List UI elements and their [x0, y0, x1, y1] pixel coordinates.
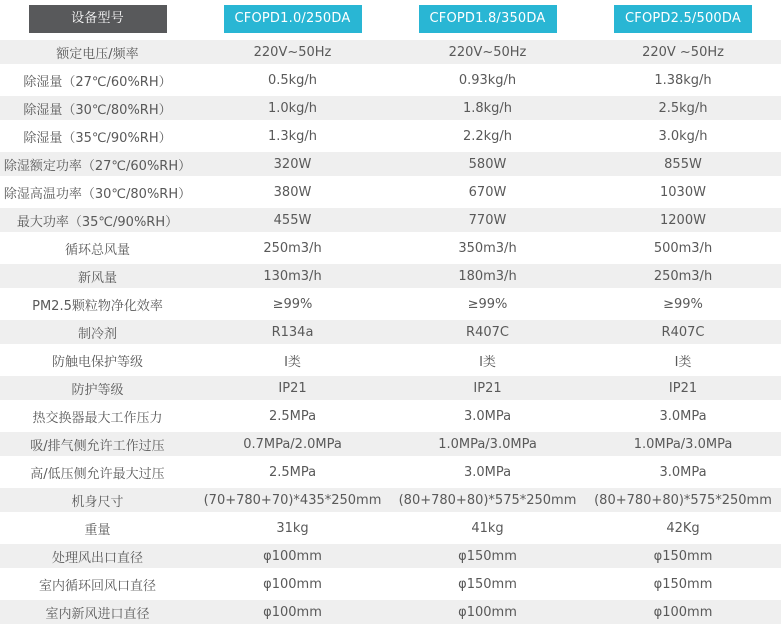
header-cell-model-2	[390, 0, 585, 33]
row-value-model-2: 1.8kg/h	[462, 100, 513, 116]
table-row	[0, 318, 781, 346]
table-body	[0, 38, 781, 626]
table-row	[0, 570, 781, 598]
row-value-model-2: 3.0MPa	[463, 464, 512, 480]
row-label: PM2.5颗粒物净化效率	[32, 298, 163, 314]
row-value-model-2: R407C	[466, 324, 509, 340]
row-value-model-2: φ150mm	[458, 548, 517, 564]
column-header-model-1: CFOPD1.0/250DA	[224, 5, 362, 33]
row-label: 防护等级	[71, 382, 124, 398]
row-value-model-1: IP21	[278, 380, 307, 396]
table-row	[0, 402, 781, 430]
row-value-model-3: φ150mm	[653, 548, 713, 564]
row-label: 除湿高温功率（30℃/80%RH）	[3, 186, 192, 202]
row-value-model-3: 2.5kg/h	[658, 100, 708, 116]
header-cell-device-model	[0, 0, 195, 33]
row-value-model-1: (70+780+70)*435*250mm	[203, 492, 382, 508]
row-value-model-2: IP21	[473, 380, 502, 396]
table-row	[0, 262, 781, 290]
row-label: 除湿量（30℃/80%RH）	[23, 102, 172, 118]
row-label: 室内新风进口直径	[45, 606, 150, 622]
table-row	[0, 486, 781, 514]
row-value-model-1: 0.5kg/h	[267, 72, 318, 88]
row-value-model-1: I类	[284, 354, 301, 370]
row-value-model-3: 3.0MPa	[659, 408, 707, 424]
row-label: 防触电保护等级	[51, 354, 143, 370]
row-label: 高/低压侧允许最大过压	[30, 466, 165, 482]
row-value-model-3: φ100mm	[653, 604, 713, 620]
column-header-device-model: 设备型号	[29, 5, 167, 33]
row-value-model-1: 250m3/h	[263, 240, 322, 256]
row-value-model-2: 41kg	[471, 520, 504, 536]
row-label: 除湿量（35℃/90%RH）	[23, 130, 172, 146]
table-row	[0, 94, 781, 122]
row-value-model-1: 455W	[273, 212, 312, 228]
row-label: 新风量	[77, 270, 117, 286]
row-value-model-2: φ150mm	[458, 576, 517, 592]
table-row	[0, 234, 781, 262]
row-value-model-3: R407C	[661, 324, 705, 340]
table-row	[0, 290, 781, 318]
header-cell-model-1	[195, 0, 390, 33]
row-value-model-1: 31kg	[276, 520, 309, 536]
table-row	[0, 598, 781, 626]
row-value-model-3: ≥99%	[663, 296, 703, 312]
row-value-model-3: 1200W	[660, 212, 706, 228]
row-label: 机身尺寸	[71, 494, 124, 510]
row-value-model-3: φ150mm	[653, 576, 713, 592]
row-label: 除湿量（27℃/60%RH）	[23, 74, 172, 90]
row-value-model-3: 1.0MPa/3.0MPa	[633, 436, 733, 452]
table-row	[0, 374, 781, 402]
row-value-model-1: R134a	[271, 324, 314, 340]
row-value-model-1: 2.5MPa	[268, 408, 317, 424]
row-value-model-2: (80+780+80)*575*250mm	[398, 492, 577, 508]
row-value-model-2: 1.0MPa/3.0MPa	[438, 436, 537, 452]
row-value-model-3: IP21	[668, 380, 698, 396]
table-row	[0, 514, 781, 542]
row-label: 循环总风量	[64, 242, 130, 258]
column-header-model-2: CFOPD1.8/350DA	[419, 5, 557, 33]
row-value-model-2: 3.0MPa	[463, 408, 512, 424]
row-value-model-1: φ100mm	[263, 576, 322, 592]
row-label: 最大功率（35℃/90%RH）	[16, 214, 179, 230]
row-value-model-1: 1.0kg/h	[267, 100, 318, 116]
row-value-model-2: 670W	[468, 184, 507, 200]
table-row	[0, 458, 781, 486]
row-value-model-2: ≥99%	[467, 296, 508, 312]
row-value-model-3: 3.0MPa	[659, 464, 707, 480]
row-value-model-3: 42Kg	[666, 520, 700, 536]
row-value-model-3: 855W	[664, 156, 702, 172]
row-value-model-3: 500m3/h	[653, 240, 713, 256]
row-label: 除湿额定功率（27℃/60%RH）	[3, 158, 192, 174]
column-header-model-3: CFOPD2.5/500DA	[614, 5, 752, 33]
row-value-model-3: I类	[674, 354, 692, 370]
table-row	[0, 66, 781, 94]
row-label: 热交换器最大工作压力	[32, 410, 163, 426]
row-value-model-1: 320W	[273, 156, 312, 172]
table-row	[0, 150, 781, 178]
row-value-model-1: φ100mm	[263, 548, 322, 564]
row-label: 制冷剂	[77, 326, 117, 342]
row-label: 吸/排气侧允许工作过压	[30, 438, 165, 454]
table-row	[0, 122, 781, 150]
row-value-model-2: 0.93kg/h	[458, 72, 517, 88]
row-label: 处理风出口直径	[51, 550, 143, 566]
row-value-model-2: 580W	[468, 156, 507, 172]
row-value-model-1: 2.5MPa	[268, 464, 317, 480]
row-value-model-2: 770W	[468, 212, 507, 228]
row-value-model-2: 350m3/h	[458, 240, 517, 256]
row-value-model-1: 0.7MPa/2.0MPa	[243, 436, 342, 452]
table-row	[0, 346, 781, 374]
table-row	[0, 542, 781, 570]
row-value-model-2: I类	[479, 354, 496, 370]
row-value-model-1: φ100mm	[263, 604, 322, 620]
row-value-model-3: 220V ~50Hz	[642, 44, 724, 60]
row-value-model-3: (80+780+80)*575*250mm	[594, 492, 772, 508]
row-value-model-1: 220V~50Hz	[253, 44, 332, 60]
table-row	[0, 206, 781, 234]
header-cell-model-3	[585, 0, 781, 33]
table-row	[0, 430, 781, 458]
row-value-model-2: 2.2kg/h	[462, 128, 513, 144]
table-header-row	[0, 0, 781, 38]
row-label: 额定电压/频率	[56, 46, 139, 62]
row-value-model-2: 220V~50Hz	[448, 44, 527, 60]
row-value-model-3: 1030W	[660, 184, 706, 200]
row-value-model-2: 180m3/h	[458, 268, 517, 284]
row-label: 重量	[84, 522, 111, 538]
row-label: 室内循环回风口直径	[38, 578, 156, 594]
row-value-model-2: φ100mm	[458, 604, 517, 620]
table-row	[0, 38, 781, 66]
row-value-model-3: 1.38kg/h	[654, 72, 712, 88]
row-value-model-3: 3.0kg/h	[658, 128, 708, 144]
row-value-model-3: 250m3/h	[653, 268, 713, 284]
row-value-model-1: 380W	[273, 184, 312, 200]
row-value-model-1: 1.3kg/h	[267, 128, 318, 144]
row-value-model-1: 130m3/h	[263, 268, 322, 284]
table-row	[0, 178, 781, 206]
row-value-model-1: ≥99%	[272, 296, 313, 312]
